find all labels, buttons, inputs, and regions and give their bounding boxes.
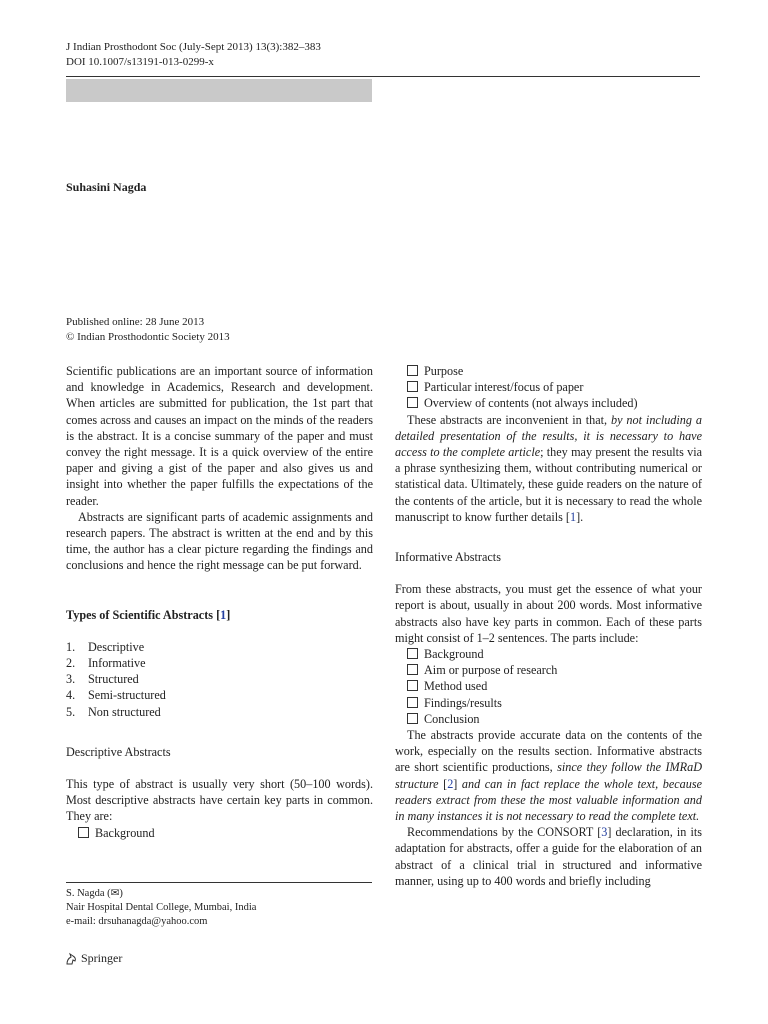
checkbox-item	[395, 379, 702, 395]
publication-info	[66, 315, 230, 345]
list-number: 1.	[66, 639, 76, 654]
text-run: Recommendations by the CONSORT [	[407, 825, 602, 840]
list-label: Semi-structured	[88, 688, 166, 703]
intro-paragraph: Scientific publications are an important source of information and knowledge in Academics, Research and development. When articles are submitted for publication, the 1st part that comes across and causes an impact on the minds of the readers is the abstract. It is a concise summary of the paper and must convey the right message. It is a quick overview of the entire paper and giving a gist of the paper and also gives us and insight into whether the paper fulfills the expectations of the reader.	[66, 364, 373, 508]
consort-paragraph	[395, 824, 702, 889]
checkbox-label: Findings/results	[424, 695, 502, 710]
text-run: ].	[576, 509, 584, 524]
list-item	[66, 687, 373, 703]
descriptive-paragraph: This type of abstract is usually very short (50–100 words). Most descriptive abstracts have certain key parts in common. They are:	[66, 777, 373, 824]
checkbox-item	[395, 646, 702, 662]
running-header	[66, 40, 321, 70]
publisher-mark	[64, 951, 122, 966]
author-footnote	[66, 887, 256, 929]
checkbox-item	[395, 678, 702, 694]
checkbox-item	[395, 662, 702, 678]
checkbox-item	[66, 825, 373, 841]
emphasis-run: by not including a detailed presentation of the results, it is necessary to have access to the complete article	[395, 412, 702, 460]
checkbox-item	[395, 363, 702, 379]
checkbox-label: Background	[95, 825, 155, 840]
journal-citation: J Indian Prosthodont Soc (July-Sept 2013) 13(3):382–383	[66, 41, 321, 53]
checkbox-label: Aim or purpose of research	[424, 663, 558, 678]
checkbox-icon	[407, 381, 418, 392]
emphasis-run: and can in fact replace the whole text, because readers extract from these the most valuable information and in many instances it is not necessary to read the complete text.	[395, 776, 702, 824]
doi[interactable]: DOI 10.1007/s13191-013-0299-x	[66, 56, 214, 68]
list-number: 3.	[66, 672, 76, 687]
footnote-email[interactable]: e-mail: drsuhanagda@yahoo.com	[66, 916, 208, 927]
emphasis-run: since they follow the IMRaD structure	[395, 760, 702, 791]
list-item	[66, 639, 373, 655]
inconvenient-paragraph	[395, 412, 702, 525]
title-placeholder-bar	[66, 79, 372, 102]
checkbox-item	[395, 695, 702, 711]
text-run: These abstracts are inconvenient in that,	[407, 412, 611, 427]
checkbox-icon	[407, 648, 418, 659]
list-label: Structured	[88, 672, 139, 687]
publisher-name: Springer	[81, 951, 123, 965]
checkbox-icon	[407, 365, 418, 376]
checkbox-icon	[407, 713, 418, 724]
text-run: ] declaration, in its adaptation for abstracts, offer a guide for the elaboration of an abstract of a clinical trial in structured and informative manner, using up to 400 words and briefly including	[395, 825, 702, 888]
list-label: Informative	[88, 656, 146, 671]
footnote-rule	[66, 882, 372, 883]
copyright: © Indian Prosthodontic Society 2013	[66, 331, 230, 343]
types-list	[66, 639, 373, 720]
list-label: Descriptive	[88, 639, 145, 654]
footnote-name: S. Nagda (✉)	[66, 888, 123, 899]
checkbox-icon	[407, 680, 418, 691]
checkbox-label: Particular interest/focus of paper	[424, 380, 584, 395]
checkbox-label: Conclusion	[424, 711, 480, 726]
checkbox-label: Overview of contents (not always included)	[424, 396, 638, 411]
right-column	[395, 363, 702, 889]
checkbox-item	[395, 711, 702, 727]
checkbox-icon	[407, 397, 418, 408]
checkbox-label: Background	[424, 647, 484, 662]
list-number: 5.	[66, 704, 76, 719]
text-run: ; they may present the results via a phrase synthesizing them, without contributing numerical or statistical data. Ultimately, these guide readers on the nature of the contents of the article, but it is necessary to read the whole manuscript to know further details [	[395, 445, 702, 524]
checkbox-item	[395, 395, 702, 411]
list-item	[66, 704, 373, 720]
citation-link[interactable]: 2	[447, 776, 454, 791]
list-item	[66, 671, 373, 687]
list-item	[66, 655, 373, 671]
informative-heading: Informative Abstracts	[395, 550, 501, 565]
accurate-data-paragraph: The abstracts provide accurate data on the contents of the work, especially on the results section. Informative abstracts are short scientific productions, since they follow the IMRaD structure [2] and can in fact replace the whole text, because readers extract from these the most valuable information and in many instances it is not necessary to read the complete text.	[395, 728, 702, 824]
author-name: Suhasini Nagda	[66, 180, 147, 194]
left-column	[66, 363, 373, 841]
footnote-affiliation: Nair Hospital Dental College, Mumbai, India	[66, 902, 257, 913]
types-heading-text: Types of Scientific Abstracts	[66, 607, 214, 622]
abstracts-paragraph: Abstracts are significant parts of academic assignments and research papers. The abstract is written at the end and by this time, the author has a clear picture regarding the findings and conclusions and hence the right message can be put forward.	[66, 509, 373, 573]
header-rule	[66, 76, 700, 77]
checkbox-icon	[78, 827, 89, 838]
springer-horse-icon	[64, 952, 78, 966]
list-number: 4.	[66, 688, 76, 703]
published-date: Published online: 28 June 2013	[66, 316, 205, 328]
checkbox-label: Purpose	[424, 364, 464, 378]
checkbox-icon	[407, 697, 418, 708]
list-number: 2.	[66, 656, 76, 671]
list-label: Non structured	[88, 704, 161, 719]
checkbox-icon	[407, 664, 418, 675]
text-run: The abstracts provide accurate data on the contents of the work, especially on the results section. Informative abstracts are short scientific productions,	[395, 728, 702, 775]
types-heading: Types of Scientific Abstracts [1]	[66, 607, 231, 622]
citation-link[interactable]: 3	[601, 825, 608, 840]
citation-link[interactable]: 1	[220, 607, 227, 622]
descriptive-heading: Descriptive Abstracts	[66, 744, 171, 759]
citation-link[interactable]: 1	[569, 509, 577, 524]
checkbox-label: Method used	[424, 679, 488, 694]
informative-paragraph: From these abstracts, you must get the essence of what your report is about, usually in about 200 words. Most informative abstracts also have key parts in common. Each of these parts might consist of 1–2 sentences. The parts include:	[395, 582, 702, 645]
